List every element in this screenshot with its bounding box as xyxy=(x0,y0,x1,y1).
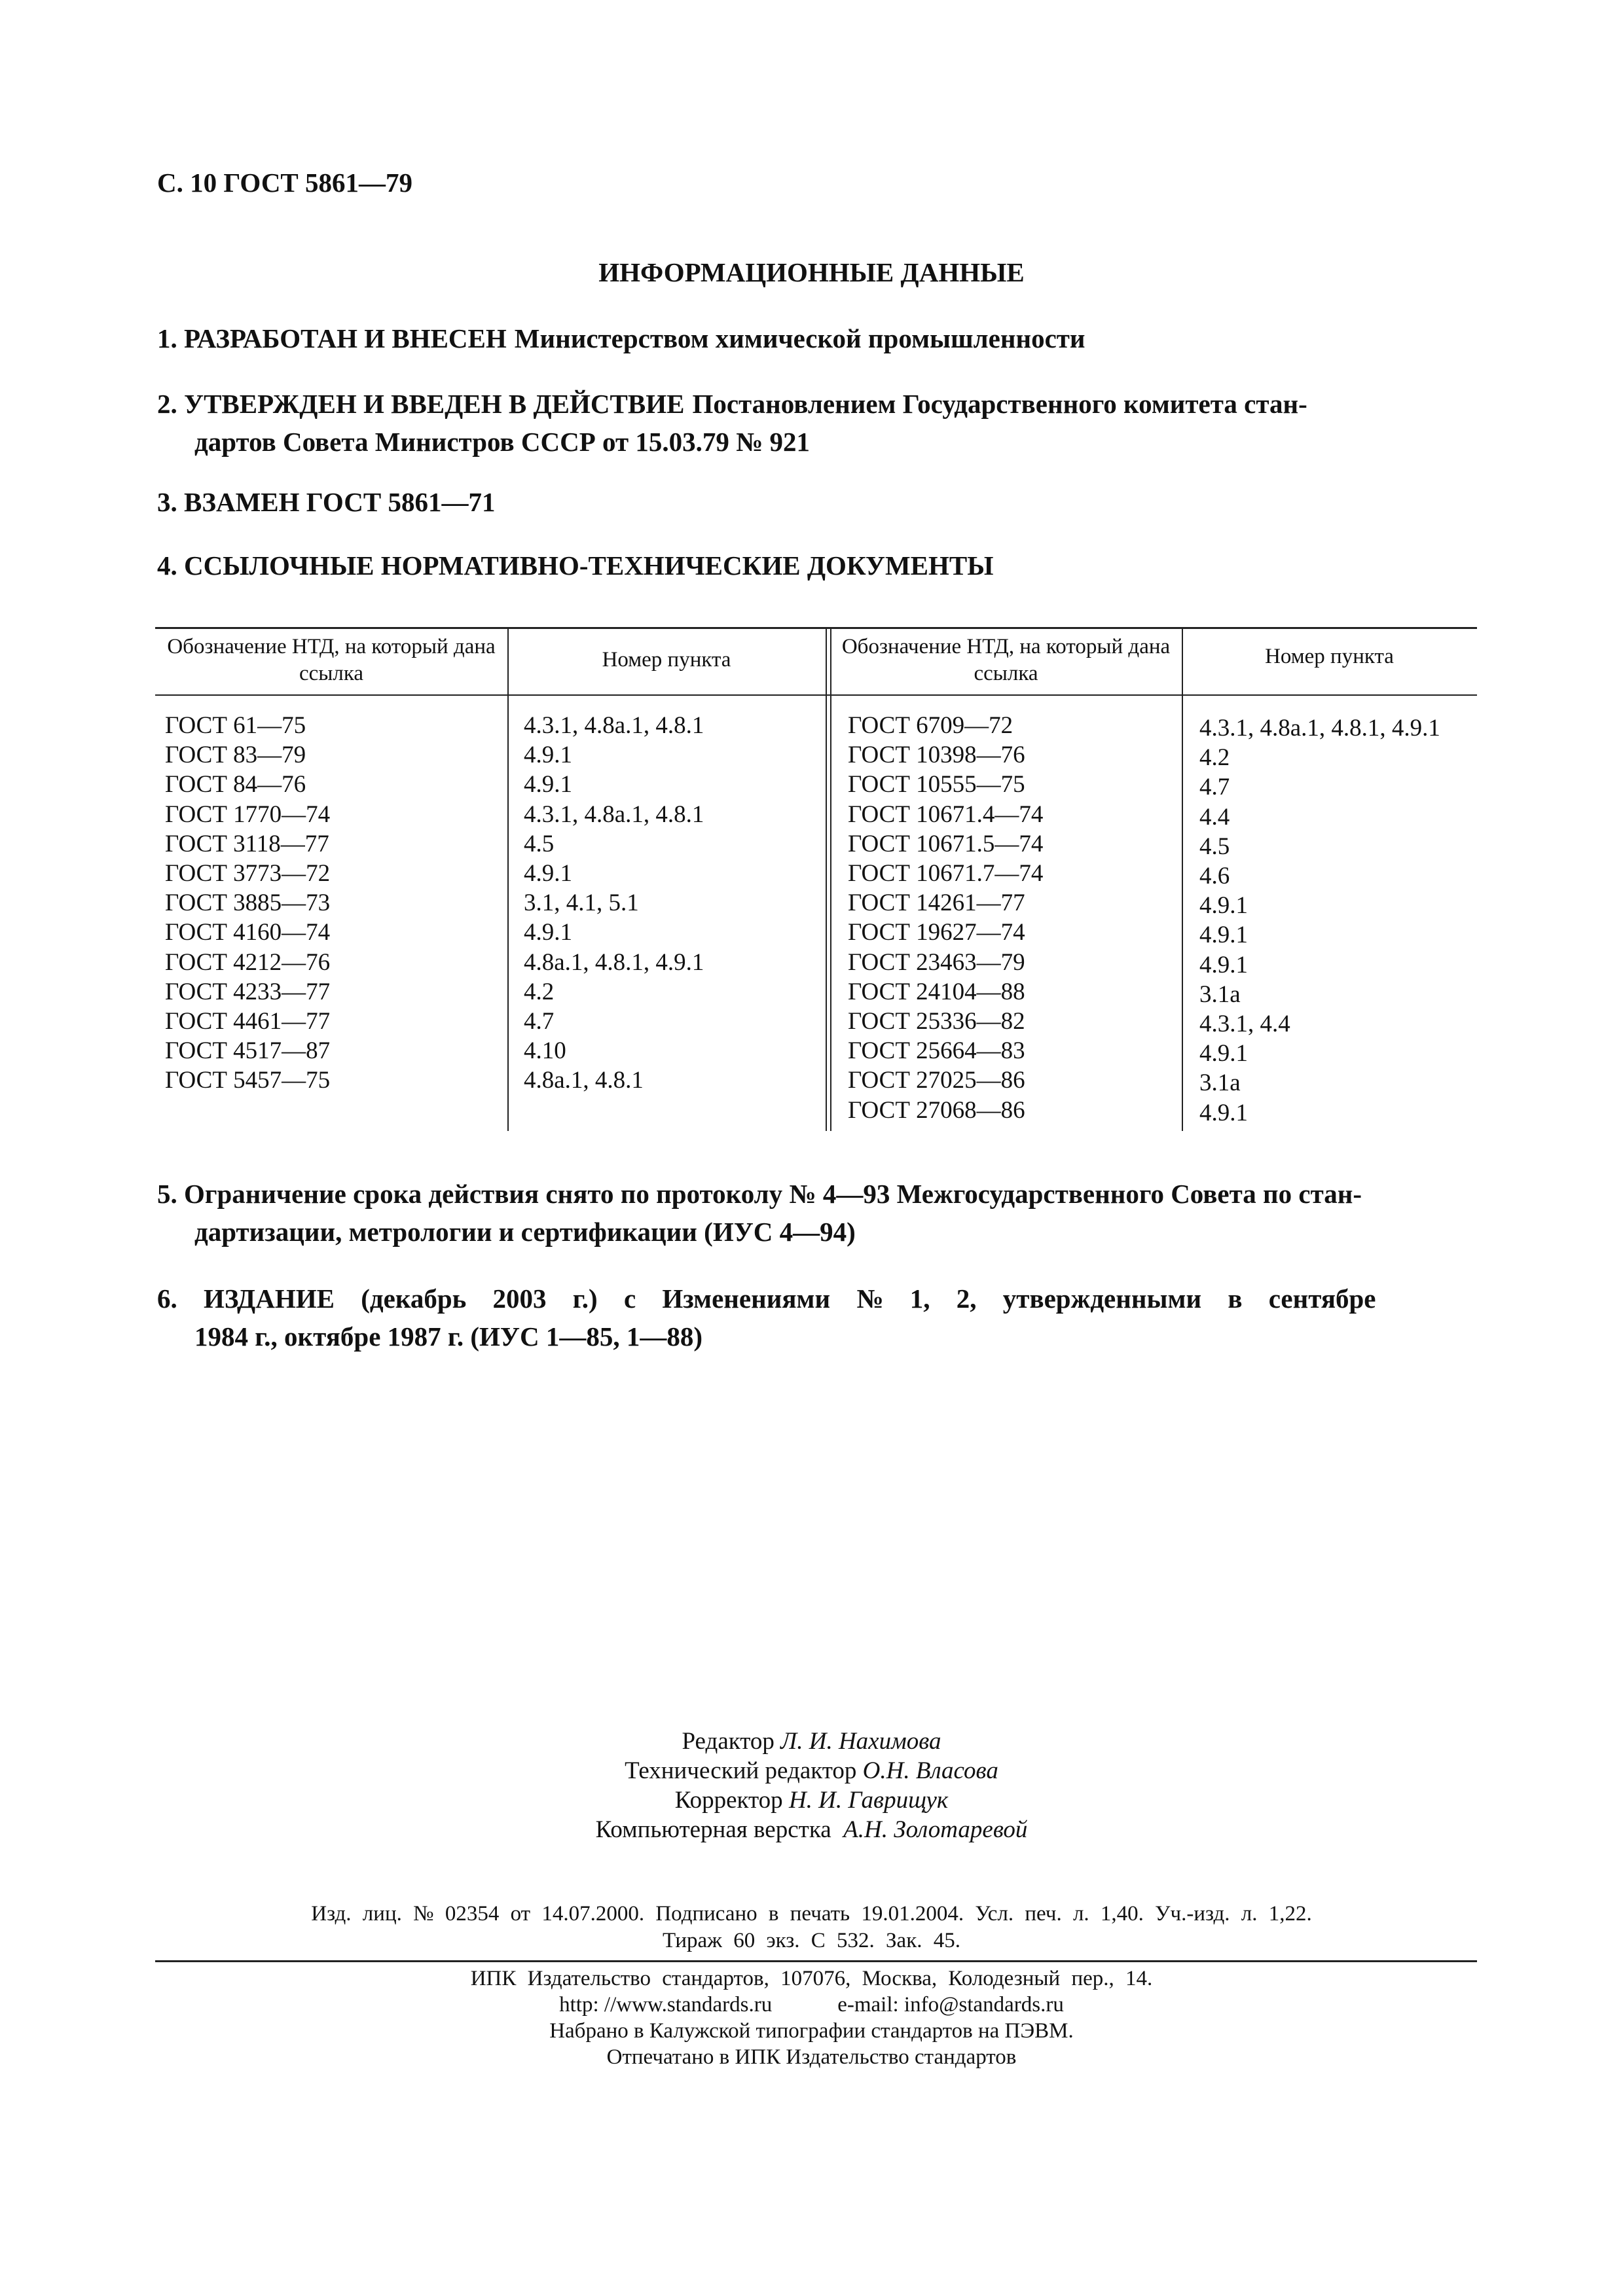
table-cell-doc: ГОСТ 5457—75 xyxy=(165,1067,331,1094)
table-cell-clause: 4.8а.1, 4.8.1, 4.9.1 xyxy=(524,948,704,976)
reference-table xyxy=(155,627,1477,1131)
table-top-rule xyxy=(155,627,1477,629)
table-cell-clause: 4.5 xyxy=(1199,833,1230,860)
tech-editor-name: О.Н. Власова xyxy=(862,1757,998,1784)
table-cell-clause: 3.1, 4.1, 5.1 xyxy=(524,889,639,917)
table-cell-doc: ГОСТ 27068—86 xyxy=(848,1096,1025,1124)
table-cell-clause: 4.7 xyxy=(524,1008,555,1035)
table-cell-clause: 4.5 xyxy=(524,830,555,857)
table-cell-doc: ГОСТ 10398—76 xyxy=(848,742,1025,769)
header-clause-left: Номер пункта xyxy=(602,648,731,672)
table-cell-clause: 4.9.1 xyxy=(1199,1099,1248,1126)
publisher-typeset: Набрано в Калужской типографии стандартов на ПЭВМ. xyxy=(549,2019,1074,2043)
table-divider xyxy=(507,627,509,1131)
table-divider xyxy=(830,627,831,1131)
table-cell-clause: 4.10 xyxy=(524,1037,566,1065)
publisher-address: ИПК Издательство стандартов, 107076, Москва, Колодезный пер., 14. xyxy=(470,1967,1153,1990)
table-cell-doc: ГОСТ 4212—76 xyxy=(165,948,331,976)
table-cell-clause: 4.9.1 xyxy=(524,919,572,946)
item-5-line1: 5. Ограничение срока действия снято по протоколу № 4—93 Межгосударственного Совета по стан- xyxy=(157,1179,1362,1209)
table-cell-doc: ГОСТ 6709—72 xyxy=(848,712,1013,739)
item-5-line2: дартизации, метрологии и сертификации (ИУС 4—94) xyxy=(194,1217,856,1247)
corrector-role: Корректор xyxy=(674,1787,783,1814)
imprint-line2: Тираж 60 экз. С 532. Зак. 45. xyxy=(663,1929,960,1952)
table-cell-clause: 4.9.1 xyxy=(1199,951,1248,978)
column-doc-right xyxy=(848,711,1043,1125)
header-clause-right: Номер пункта xyxy=(1265,645,1394,668)
table-cell-doc: ГОСТ 25664—83 xyxy=(848,1037,1025,1065)
table-cell-doc: ГОСТ 27025—86 xyxy=(848,1067,1025,1094)
corrector-name: Н. И. Гаврищук xyxy=(788,1787,949,1814)
item-2-label: 2. УТВЕРЖДЕН И ВВЕДЕН В ДЕЙСТВИЕ xyxy=(157,389,685,419)
table-cell-doc: ГОСТ 10555—75 xyxy=(848,771,1025,798)
table-cell-doc: ГОСТ 83—79 xyxy=(165,742,306,769)
table-cell-doc: ГОСТ 24104—88 xyxy=(848,978,1025,1005)
table-cell-doc: ГОСТ 84—76 xyxy=(165,771,306,798)
table-cell-clause: 4.3.1, 4.8а.1, 4.8.1, 4.9.1 xyxy=(1199,715,1440,742)
page-header: С. 10 ГОСТ 5861—79 xyxy=(157,168,413,198)
table-cell-clause: 4.9.1 xyxy=(1199,922,1248,949)
table-cell-doc: ГОСТ 3885—73 xyxy=(165,889,331,917)
table-cell-doc: ГОСТ 4461—77 xyxy=(165,1008,331,1035)
table-cell-clause: 4.9.1 xyxy=(524,742,572,769)
credits xyxy=(0,1727,1623,1844)
editor-role: Редактор xyxy=(682,1728,775,1755)
table-cell-doc: ГОСТ 23463—79 xyxy=(848,948,1025,976)
editor-name: Л. И. Нахимова xyxy=(780,1728,941,1755)
item-2-line2: дартов Совета Министров СССР от 15.03.79 № 921 xyxy=(194,427,811,457)
table-divider xyxy=(1182,627,1183,1131)
table-cell-clause: 4.9.1 xyxy=(1199,1040,1248,1067)
item-6-line2: 1984 г., октябре 1987 г. (ИУС 1—85, 1—88) xyxy=(194,1321,703,1352)
table-cell-doc: ГОСТ 4233—77 xyxy=(165,978,331,1005)
table-cell-clause: 3.1а xyxy=(1199,1069,1241,1097)
table-cell-doc: ГОСТ 4160—74 xyxy=(165,919,331,946)
table-cell-clause: 4.3.1, 4.4 xyxy=(1199,1011,1290,1038)
table-header-rule xyxy=(155,694,1477,696)
table-cell-doc: ГОСТ 4517—87 xyxy=(165,1037,331,1065)
header-doc-right: Обозначение НТД, на который дана ссылка xyxy=(841,635,1171,685)
table-cell-doc: ГОСТ 10671.7—74 xyxy=(848,860,1044,888)
item-6-line1: 6. ИЗДАНИЕ (декабрь 2003 г.) с Изменениями № 1, 2, утвержденными в сентябре xyxy=(157,1283,1376,1314)
section-title: ИНФОРМАЦИОННЫЕ ДАННЫЕ xyxy=(598,257,1025,287)
publisher-email[interactable]: e-mail: info@standards.ru xyxy=(837,1993,1064,2017)
layout-role: Компьютерная верстка xyxy=(595,1816,831,1843)
table-cell-clause: 4.3.1, 4.8а.1, 4.8.1 xyxy=(524,800,704,828)
item-6 xyxy=(157,1280,1467,1355)
item-1-label: 1. РАЗРАБОТАН И ВНЕСЕН xyxy=(157,323,507,353)
table-cell-clause: 4.9.1 xyxy=(1199,892,1248,920)
imprint-line1: Изд. лиц. № 02354 от 14.07.2000. Подписано в печать 19.01.2004. Усл. печ. л. 1,40. Уч.-изд. л. 1,22. xyxy=(311,1902,1312,1926)
table-cell-doc: ГОСТ 10671.5—74 xyxy=(848,830,1044,857)
item-4: 4. ССЫЛОЧНЫЕ НОРМАТИВНО-ТЕХНИЧЕСКИЕ ДОКУМЕНТЫ xyxy=(157,550,994,581)
publisher-info xyxy=(0,1965,1623,2070)
publisher-url[interactable]: http: //www.standards.ru xyxy=(559,1993,773,2017)
table-cell-doc: ГОСТ 10671.4—74 xyxy=(848,800,1044,828)
table-cell-clause: 4.8а.1, 4.8.1 xyxy=(524,1067,644,1094)
table-cell-doc: ГОСТ 3118—77 xyxy=(165,830,329,857)
table-cell-doc: ГОСТ 19627—74 xyxy=(848,919,1025,946)
table-cell-clause: 4.9.1 xyxy=(524,860,572,888)
table-cell-clause: 4.7 xyxy=(1199,774,1230,801)
footer-rule xyxy=(155,1960,1477,1962)
item-2 xyxy=(157,385,1467,461)
table-cell-clause: 4.6 xyxy=(1199,863,1230,890)
table-cell-clause: 4.3.1, 4.8а.1, 4.8.1 xyxy=(524,712,704,739)
item-3: 3. ВЗАМЕН ГОСТ 5861—71 xyxy=(157,487,496,517)
table-cell-clause: 4.9.1 xyxy=(524,771,572,798)
table-cell-clause: 4.2 xyxy=(1199,744,1230,772)
column-doc-left xyxy=(165,711,330,1096)
item-1-text: Министерством химической промышленности xyxy=(514,323,1085,353)
table-cell-doc: ГОСТ 14261—77 xyxy=(848,889,1025,917)
layout-name: А.Н. Золотаревой xyxy=(843,1816,1028,1843)
item-1 xyxy=(157,319,1467,357)
table-cell-doc: ГОСТ 61—75 xyxy=(165,712,306,739)
table-cell-doc: ГОСТ 25336—82 xyxy=(848,1008,1025,1035)
tech-editor-role: Технический редактор xyxy=(625,1757,857,1784)
publisher-printed: Отпечатано в ИПК Издательство стандартов xyxy=(606,2045,1017,2069)
table-cell-clause: 3.1а xyxy=(1199,980,1241,1008)
item-5 xyxy=(157,1175,1467,1251)
table-cell-doc: ГОСТ 1770—74 xyxy=(165,800,331,828)
table-cell-doc: ГОСТ 3773—72 xyxy=(165,860,331,888)
header-doc-left: Обозначение НТД, на который дана ссылка xyxy=(167,635,496,685)
column-clause-left xyxy=(524,711,704,1096)
table-divider xyxy=(826,627,827,1131)
item-2-line1: Постановлением Государственного комитета стан- xyxy=(692,389,1307,419)
column-clause-right xyxy=(1199,713,1440,1128)
table-cell-clause: 4.2 xyxy=(524,978,555,1005)
imprint xyxy=(0,1901,1623,1954)
table-cell-clause: 4.4 xyxy=(1199,803,1230,831)
